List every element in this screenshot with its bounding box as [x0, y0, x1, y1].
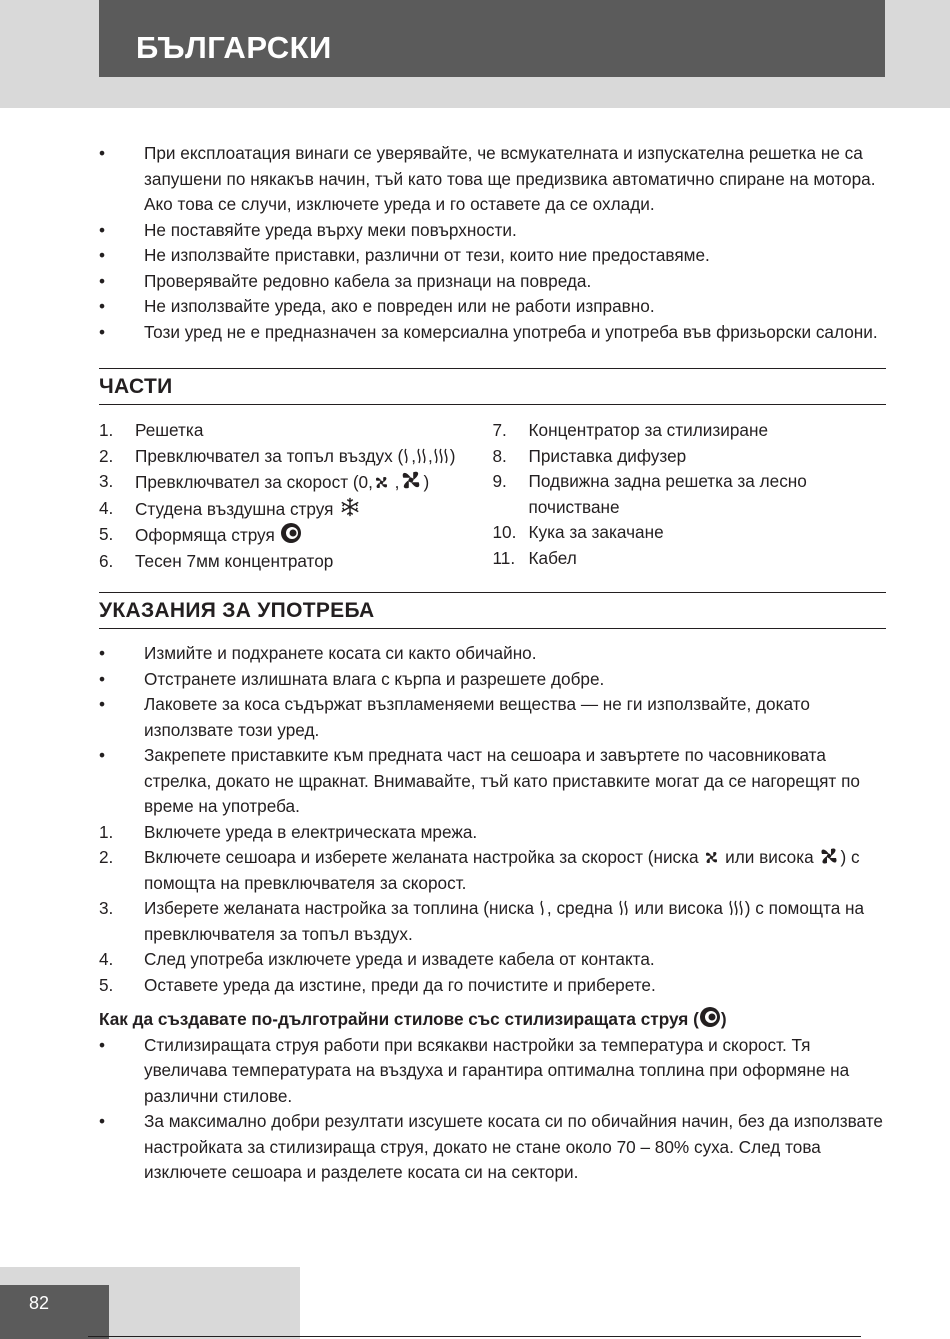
list-item: 11. Кабел	[492, 547, 577, 568]
list-item: 2. Превключвател за топъл въздух ( , , )	[99, 445, 456, 466]
fan-low-icon	[703, 849, 720, 866]
list-item: 10. Кука за закачане	[492, 522, 664, 542]
footer-divider	[88, 1336, 861, 1337]
styling-shot-heading: Как да създавате по-дълготрайни стилове със стилизиращата струя ( )	[99, 1006, 886, 1033]
page-number-box	[0, 1285, 109, 1339]
fan-high-icon	[818, 846, 840, 866]
fan-high-icon	[399, 469, 423, 491]
section-divider	[99, 404, 886, 405]
list-item: • Лаковете за коса съдържат възпламеняеми вещества — не ги използвайте, докато използвате този уред.	[99, 694, 810, 740]
styling-shot-icon	[699, 1006, 721, 1028]
list-item: • Отстранете излишната влага с кърпа и разрешете добре.	[99, 668, 605, 689]
safety-list	[99, 141, 886, 345]
fan-low-icon	[373, 474, 390, 491]
heat-medium-icon	[416, 447, 428, 465]
list-item: 6. Тесен 7мм концентратор	[99, 550, 334, 571]
usage-steps	[99, 820, 886, 999]
page-number: 82	[29, 1293, 50, 1313]
section-divider	[99, 628, 886, 629]
list-item: 8. Приставка дифузер	[492, 445, 687, 466]
list-item: 5. Оставете уреда да изстине, преди да го почистите и приберете.	[99, 974, 656, 995]
list-item: 4. Студена въздушна струя	[99, 496, 493, 523]
usage-bullets	[99, 641, 886, 820]
list-item: 2. Включете сешоара и изберете желаната настройка за скорост (ниска или висока ) с помощта на превключвателя за скорост.	[99, 847, 860, 893]
usage-section	[99, 592, 886, 1186]
list-item: • Проверявайте редовно кабела за признаци на повреда.	[99, 270, 592, 291]
list-item: 9. Подвижна задна решетка за лесно почистване	[492, 471, 807, 517]
list-item: • Измийте и подхранете косата си както обичайно.	[99, 643, 537, 663]
heat-medium-icon	[618, 899, 630, 917]
page-content	[99, 141, 886, 1186]
header-band	[0, 0, 950, 108]
list-item: 3. Изберете желаната настройка за топлина (ниска , средна или висока ) с помощта на превключвателя за топъл въздух.	[99, 898, 865, 944]
heat-high-icon	[728, 899, 745, 917]
styling-bullets	[99, 1033, 886, 1186]
list-item: • При експлоатация винаги се уверявайте, че всмукателната и изпускателна решетка не са запушени по някакъв начин, тъй като това ще предизвика автоматично спиране на мотора. Ако това се случи, изключете уреда и го оставете да се охлади.	[99, 143, 876, 214]
styling-shot-icon	[280, 522, 302, 544]
snowflake-icon	[338, 496, 362, 518]
list-item: 7. Концентратор за стилизиране	[492, 420, 769, 440]
usage-heading: УКАЗАНИЯ ЗА УПОТРЕБА	[99, 599, 375, 622]
heat-low-icon	[403, 447, 411, 465]
parts-section	[99, 368, 886, 574]
language-tab	[99, 0, 885, 77]
list-item: • За максимално добри резултати изсушете косата си по обичайния начин, без да използвате настройката за стилизираща струя, докато не стане около 70 – 80% суха. След това изключете сешоара и разделете косата си на сектори.	[99, 1111, 883, 1182]
list-item: 3. Превключвател за скорост (0, , )	[99, 471, 430, 492]
list-item: • Закрепете приставките към предната част на сешоара и завъртете по часовниковата стрелка, докато не щракнат. Внимавайте, тъй като приставките могат да се нагорещят по време на употреба.	[99, 745, 860, 816]
parts-list-left	[99, 418, 493, 574]
list-item: • Този уред не е предназначен за комерсиална употреба и употреба във фризьорски салони.	[99, 321, 878, 342]
list-item: • Не използвайте приставки, различни от тези, които ние предоставяме.	[99, 245, 710, 265]
language-title: БЪЛГАРСКИ	[136, 30, 332, 65]
parts-heading: ЧАСТИ	[99, 375, 173, 398]
heat-low-icon	[539, 899, 547, 917]
list-item: 4. След употреба изключете уреда и извадете кабела от контакта.	[99, 949, 655, 969]
parts-list-right	[493, 418, 887, 574]
list-item: • Стилизиращата струя работи при всякакви настройки за температура и скорост. Тя увеличава температурата на въздуха и гарантира оптимална топлина при оформяне на различни стилове.	[99, 1034, 850, 1106]
list-item: • Не използвайте уреда, ако е повреден или не работи изправно.	[99, 296, 655, 316]
list-item: 5. Оформяща струя	[99, 522, 493, 549]
list-item: • Не поставяйте уреда върху меки повърхности.	[99, 219, 517, 240]
heat-high-icon	[433, 447, 450, 465]
list-item: 1. Решетка	[99, 420, 204, 440]
list-item: 1. Включете уреда в електрическата мрежа.	[99, 821, 478, 842]
